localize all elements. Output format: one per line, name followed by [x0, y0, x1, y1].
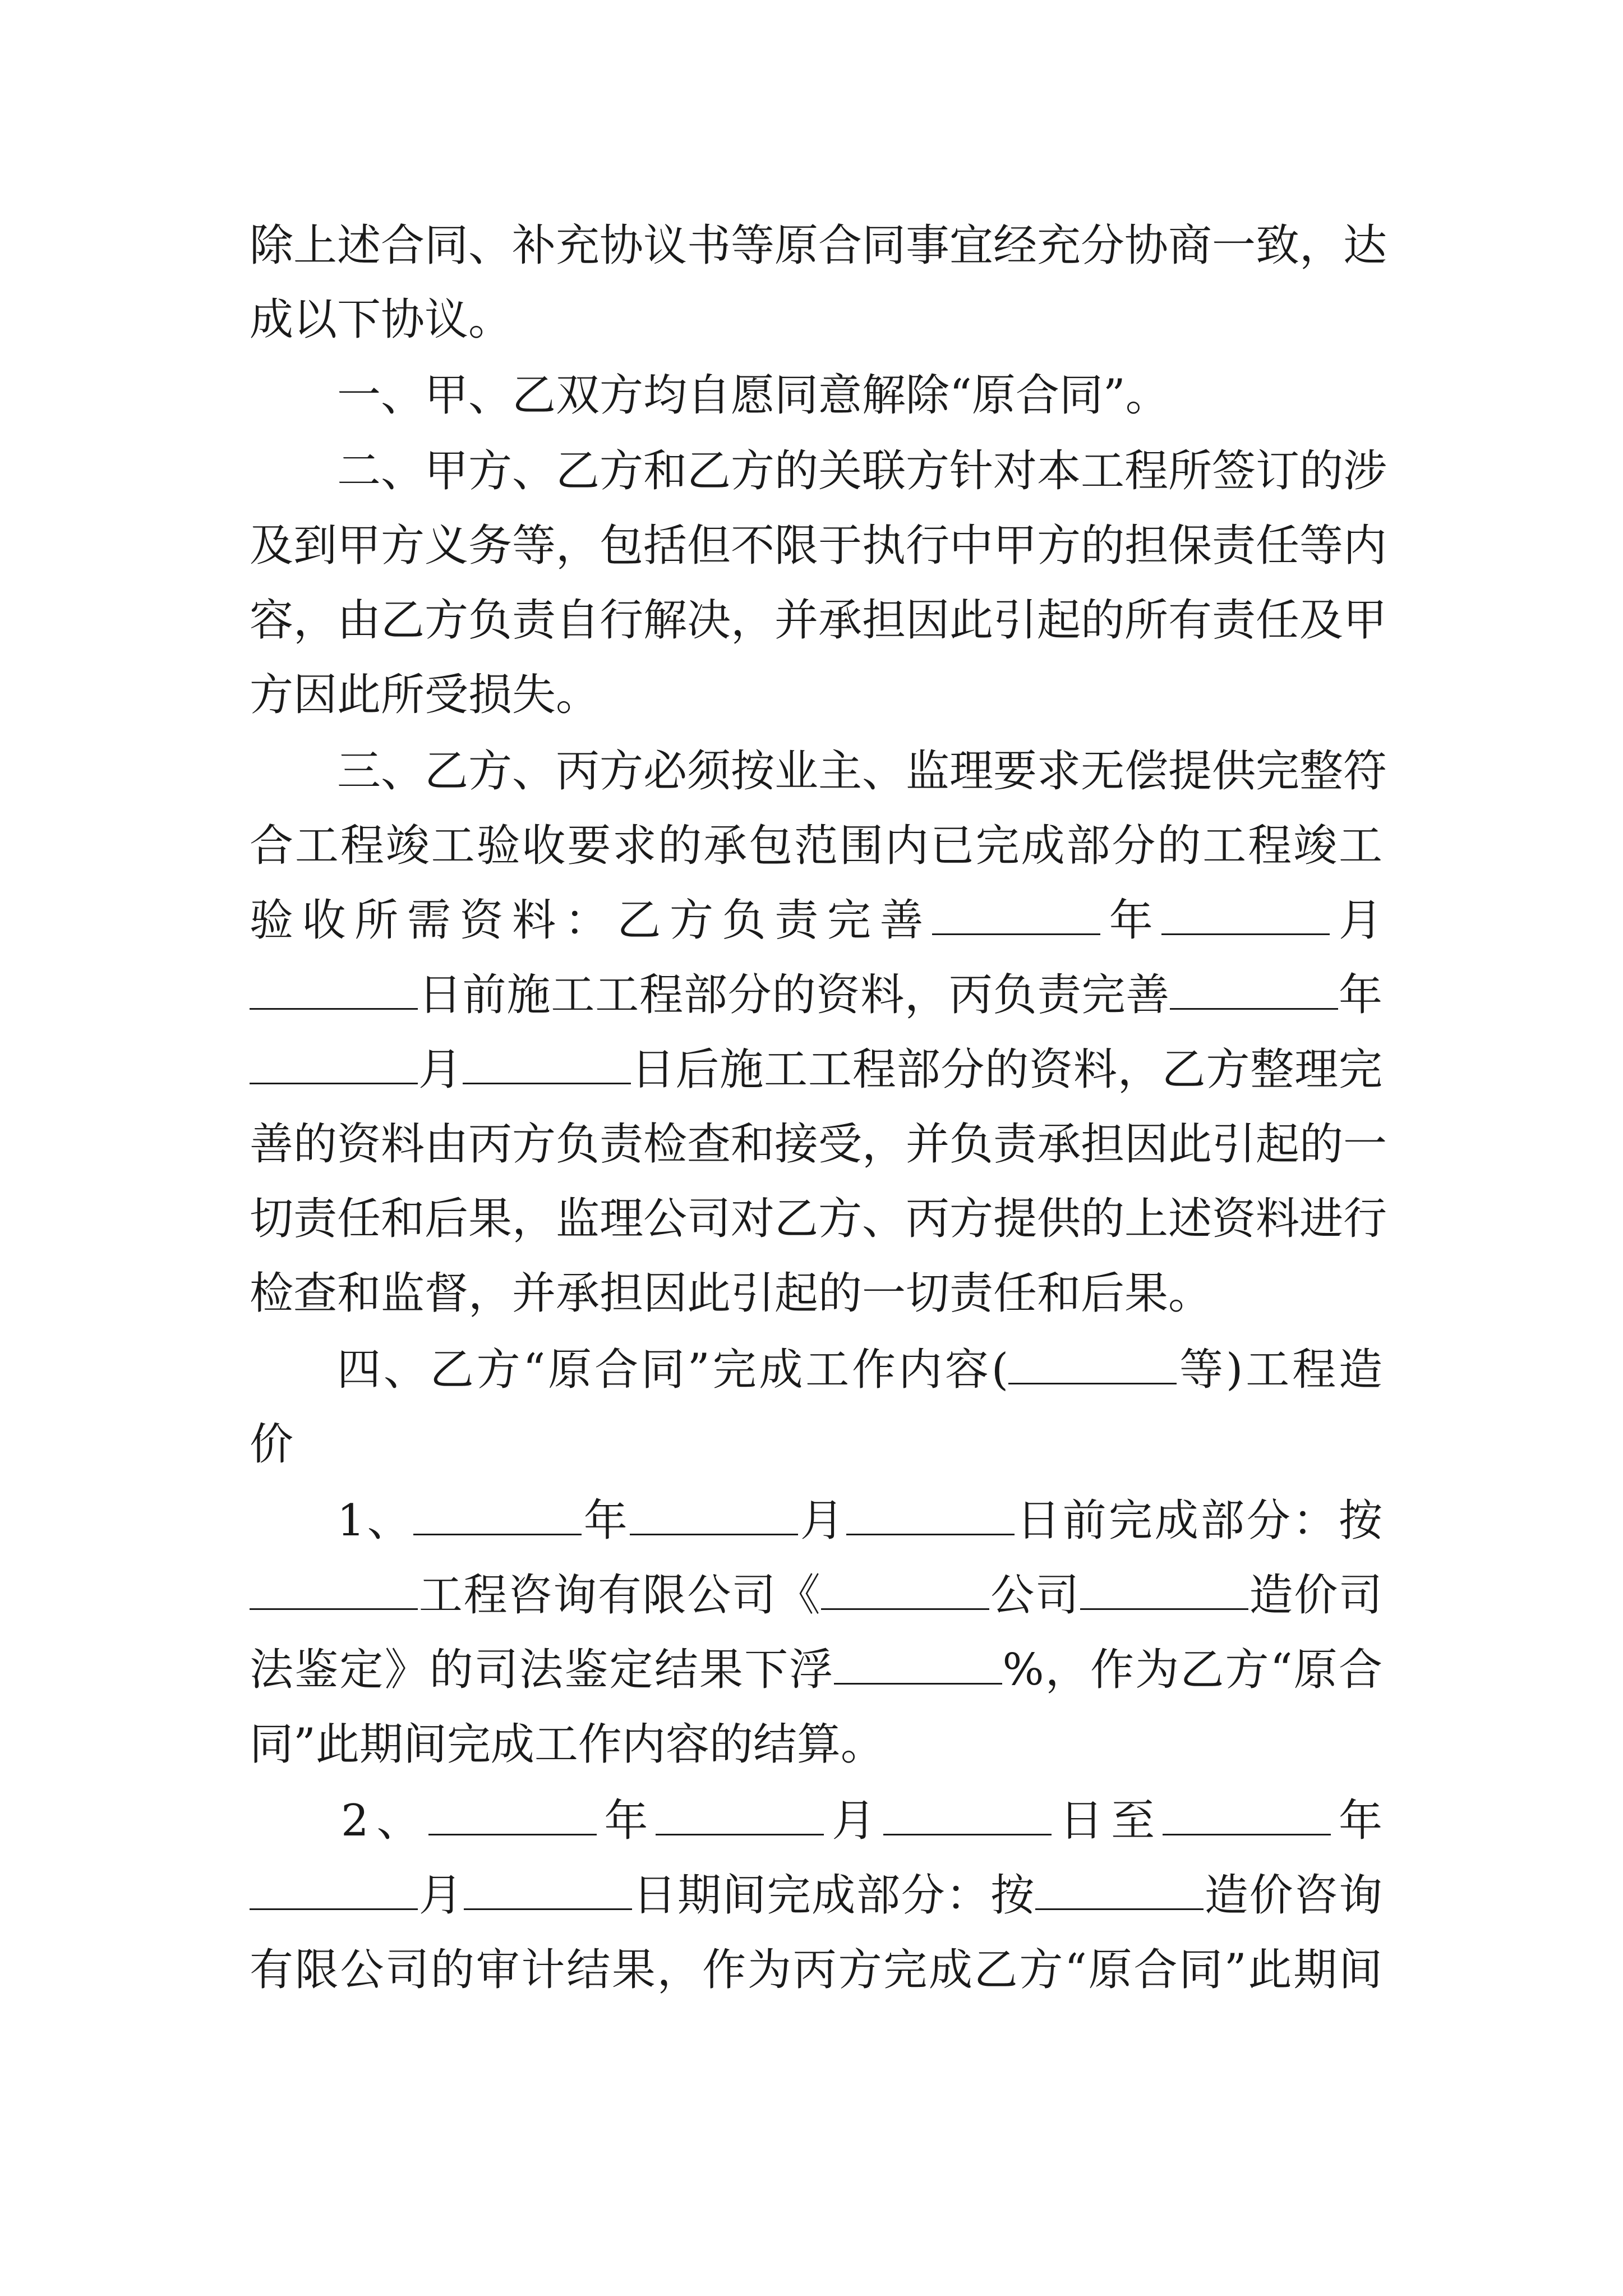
subclause-1	[337, 1479, 1382, 1563]
fill-blank	[1008, 1346, 1177, 1384]
fill-blank	[1163, 1797, 1331, 1835]
text-run: 容，由乙方负责自行解决，并承担因此引起的所有责任及甲	[250, 595, 1387, 646]
paragraph-line	[250, 1928, 1382, 2012]
text-run: 月	[418, 1870, 464, 1921]
paragraph-line	[250, 1251, 1382, 1336]
fill-blank	[428, 1797, 597, 1835]
text-run: 切责任和后果，监理公司对乙方、丙方提供的上述资料进行	[250, 1194, 1387, 1244]
text-run: 四、乙方“原合同”完成工作内容(	[337, 1345, 1009, 1395]
fill-blank	[932, 896, 1100, 935]
fill-blank	[656, 1797, 824, 1835]
fill-blank	[834, 1646, 1002, 1685]
text-run: 年	[596, 1796, 656, 1846]
text-run: 法鉴定》的司法鉴定结果下浮	[250, 1645, 834, 1695]
clause-3	[337, 729, 1387, 813]
text-run: 年	[1338, 970, 1382, 1020]
subclause-2	[341, 1779, 1382, 1863]
paragraph-line	[250, 1553, 1382, 1637]
text-run: 验收所需资料：乙方负责完善	[250, 895, 933, 946]
text-run: 造价咨询	[1203, 1870, 1382, 1921]
fill-blank	[630, 1497, 798, 1535]
text-run: 同”此期间完成工作内容的结算。	[250, 1719, 884, 1770]
fill-blank	[1161, 896, 1330, 935]
paragraph-line	[250, 578, 1387, 662]
paragraph-line	[250, 1402, 1382, 1487]
text-run: 公司	[989, 1570, 1080, 1621]
text-run: 月	[797, 1496, 846, 1546]
text-run: 三、乙方、丙方必须按业主、监理要求无偿提供完整符	[337, 746, 1387, 797]
paragraph-line	[250, 653, 1382, 737]
paragraph-line	[250, 1703, 1382, 1787]
paragraph-line	[250, 1177, 1387, 1261]
text-run: 日至	[1052, 1796, 1163, 1846]
paragraph-line	[250, 953, 1382, 1037]
paragraph-line	[250, 504, 1387, 588]
fill-blank	[463, 1046, 631, 1084]
paragraph-line	[250, 1102, 1387, 1186]
text-run: 价	[250, 1419, 294, 1470]
text-run: 一、甲、乙双方均自愿同意解除“原合同”。	[337, 370, 1169, 421]
clause-1	[337, 353, 1382, 438]
text-run: 二、甲方、乙方和乙方的关联方针对本工程所签订的涉	[337, 446, 1387, 496]
text-run: 善的资料由丙方负责检查和接受，并负责承担因此引起的一	[250, 1119, 1387, 1170]
text-run: 日前完成部分：按	[1014, 1496, 1382, 1546]
fill-blank	[1170, 971, 1338, 1010]
text-run: 工程咨询有限公司《	[418, 1570, 822, 1621]
text-run: 方因此所受损失。	[250, 670, 600, 720]
text-run: 1、	[337, 1496, 413, 1546]
text-run: 年	[581, 1496, 630, 1546]
text-run: 等)工程造	[1177, 1345, 1382, 1395]
text-run: 除上述合同、补充协议书等原合同事宜经充分协商一致，达	[250, 220, 1387, 271]
text-run: 检查和监督，并承担因此引起的一切责任和后果。	[250, 1268, 1212, 1319]
fill-blank	[250, 1571, 418, 1610]
fill-blank	[464, 1871, 632, 1910]
text-run: 成以下协议。	[250, 295, 513, 345]
paragraph-line	[250, 204, 1387, 288]
fill-blank	[250, 1046, 418, 1084]
text-run: 月	[824, 1796, 884, 1846]
text-run: 月	[418, 1045, 463, 1095]
text-run: 造价司	[1248, 1570, 1382, 1621]
paragraph-line	[250, 878, 1382, 963]
paragraph-line	[250, 1628, 1382, 1712]
text-run: 日前施工工程部分的资料，丙负责完善	[418, 970, 1170, 1020]
fill-blank	[1035, 1871, 1204, 1910]
fill-blank	[883, 1797, 1052, 1835]
fill-blank	[250, 1871, 418, 1910]
text-run: 月	[1330, 895, 1382, 946]
fill-blank	[846, 1497, 1015, 1535]
text-run: 日期间完成部分：按	[631, 1870, 1035, 1921]
fill-blank	[821, 1571, 989, 1610]
paragraph-line	[250, 1028, 1382, 1112]
clause-2	[337, 429, 1387, 513]
clause-4	[337, 1328, 1382, 1412]
text-run: 及到甲方义务等，包括但不限于执行中甲方的担保责任等内	[250, 521, 1387, 571]
text-run: 日后施工工程部分的资料，乙方整理完	[630, 1045, 1382, 1095]
paragraph-line	[250, 278, 1382, 362]
text-run: 2、	[341, 1796, 428, 1846]
text-run: 年	[1331, 1796, 1382, 1846]
text-run: %，作为乙方“原合	[1002, 1645, 1382, 1695]
text-run: 年	[1100, 895, 1162, 946]
fill-blank	[413, 1497, 582, 1535]
fill-blank	[1080, 1571, 1248, 1610]
paragraph-line	[250, 804, 1382, 888]
text-run: 有限公司的审计结果，作为丙方完成乙方“原合同”此期间	[250, 1945, 1382, 1995]
text-run: 合工程竣工验收要求的承包范围内已完成部分的工程竣工	[250, 821, 1382, 871]
paragraph-line	[250, 1853, 1382, 1938]
fill-blank	[250, 971, 418, 1010]
